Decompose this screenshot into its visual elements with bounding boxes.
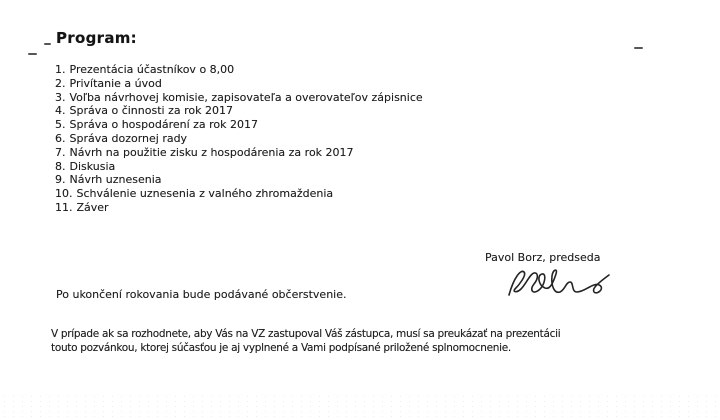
agenda-list <box>55 63 423 215</box>
agenda-item-number: 11. <box>55 200 73 214</box>
scan-noise-texture <box>0 394 720 420</box>
agenda-item <box>55 104 423 118</box>
agenda-item-number: 2. <box>55 76 66 90</box>
agenda-item-number: 10. <box>55 187 73 201</box>
proxy-note-line-1: V prípade ak sa rozhodnete, aby Vás na VZ zastupoval Váš zástupca, musí sa preukázať na prezentácii <box>51 328 561 340</box>
agenda-item-text: Diskusia <box>69 159 116 173</box>
proxy-note-line-2: touto pozvánkou, ktorej súčasťou je aj vyplnené a Vami podpísané priložené splnomocnenie. <box>51 341 511 354</box>
scan-artifact-dash <box>634 47 643 49</box>
scan-artifact-dash <box>28 53 37 55</box>
agenda-item-number: 5. <box>55 118 66 132</box>
agenda-item-number: 4. <box>55 104 66 118</box>
agenda-item-text: Voľba návrhovej komisie, zapisovateľa a overovateľov zápisnice <box>69 90 423 104</box>
scan-artifact-dash <box>44 43 51 45</box>
agenda-item <box>55 187 423 201</box>
agenda-item-number: 3. <box>55 90 66 104</box>
agenda-item-number: 8. <box>55 159 66 173</box>
agenda-item <box>55 132 423 146</box>
agenda-item-text: Návrh uznesenia <box>69 173 162 187</box>
agenda-item-text: Záver <box>76 200 109 214</box>
agenda-item <box>55 118 423 132</box>
proxy-note <box>51 328 560 355</box>
agenda-item-number: 6. <box>55 131 66 145</box>
agenda-item <box>55 160 423 174</box>
agenda-item <box>55 91 423 105</box>
agenda-item-text: Schválenie uznesenia z valného zhromaždenia <box>76 187 334 201</box>
agenda-item-text: Správa dozornej rady <box>69 131 188 145</box>
agenda-item <box>55 146 423 160</box>
agenda-item-text: Prezentácia účastníkov o 8,00 <box>69 63 235 76</box>
agenda-item-number: 1. <box>55 63 66 76</box>
handwritten-signature <box>505 263 613 301</box>
refreshment-note: Po ukončení rokovania bude podávané občerstvenie. <box>56 288 347 301</box>
agenda-item <box>55 173 423 187</box>
agenda-item <box>55 63 423 77</box>
signatory-name: Pavol Borz, predseda <box>485 251 601 264</box>
agenda-item-number: 9. <box>55 173 66 187</box>
agenda-item-text: Privítanie a úvod <box>69 76 162 90</box>
agenda-item-text: Správa o hospodárení za rok 2017 <box>69 118 259 132</box>
agenda-item <box>55 77 423 91</box>
agenda-item <box>55 201 423 215</box>
agenda-item-number: 7. <box>55 145 66 159</box>
page-title: Program: <box>56 29 137 47</box>
agenda-item-text: Správa o činnosti za rok 2017 <box>69 104 233 118</box>
agenda-item-text: Návrh na použitie zisku z hospodárenia za rok 2017 <box>69 145 354 159</box>
